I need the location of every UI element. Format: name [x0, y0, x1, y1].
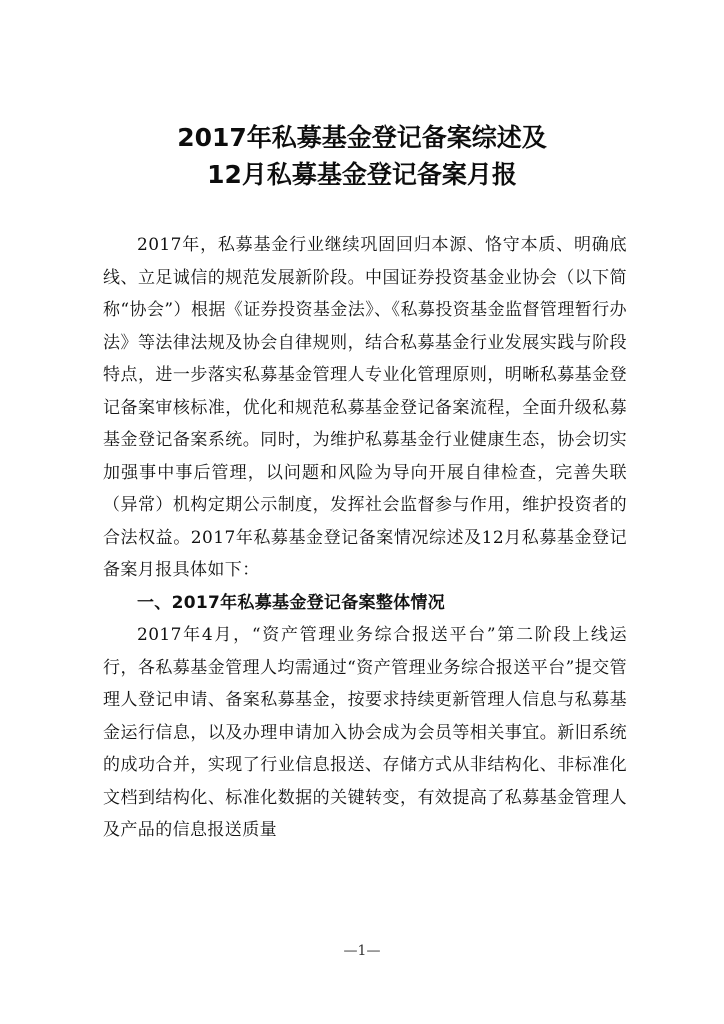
- page-number: —1—: [343, 943, 381, 959]
- section-paragraph: 2017年4月，“资产管理业务综合报送平台”第二阶段上线运行，各私募基金管理人均需通过“资产管理业务综合报送平台”提交管理人登记申请、备案私募基金，按要求持续更新管理人信息与私募基金运行信息，以及办理申请加入协会成为会员等相关事宜。新旧系统的成功合并，实现了行业信息报送、存储方式从非结构化、非标准化文档到结构化、标准化数据的关键转变，有效提高了私募基金管理人及产品的信息报送质量: [103, 625, 627, 840]
- document-title-line-1: 2017年私募基金登记备案综述及: [177, 123, 547, 152]
- document-body: [103, 229, 627, 847]
- document-title-line-2: 12月私募基金登记备案月报: [207, 160, 517, 189]
- section-heading: 一、2017年私募基金登记备案整体情况: [137, 592, 446, 613]
- intro-paragraph: 2017年，私募基金行业继续巩固回归本源、恪守本质、明确底线、立足诚信的规范发展新阶段。中国证券投资基金业协会（以下简称“协会”）根据《证券投资基金法》、《私募投资基金监督管理暂行办法》等法律法规及协会自律规则，结合私募基金行业发展实践与阶段特点，进一步落实私募基金管理人专业化管理原则，明晰私募基金登记备案审核标准，优化和规范私募基金登记备案流程，全面升级私募基金登记备案系统。同时，为维护私募基金行业健康生态，协会切实加强事中事后管理，以问题和风险为导向开展自律检查，完善失联（异常）机构定期公示制度，发挥社会监督参与作用，维护投资者的合法权益。2017年私募基金登记备案情况综述及12月私募基金登记备案月报具体如下：: [103, 235, 627, 580]
